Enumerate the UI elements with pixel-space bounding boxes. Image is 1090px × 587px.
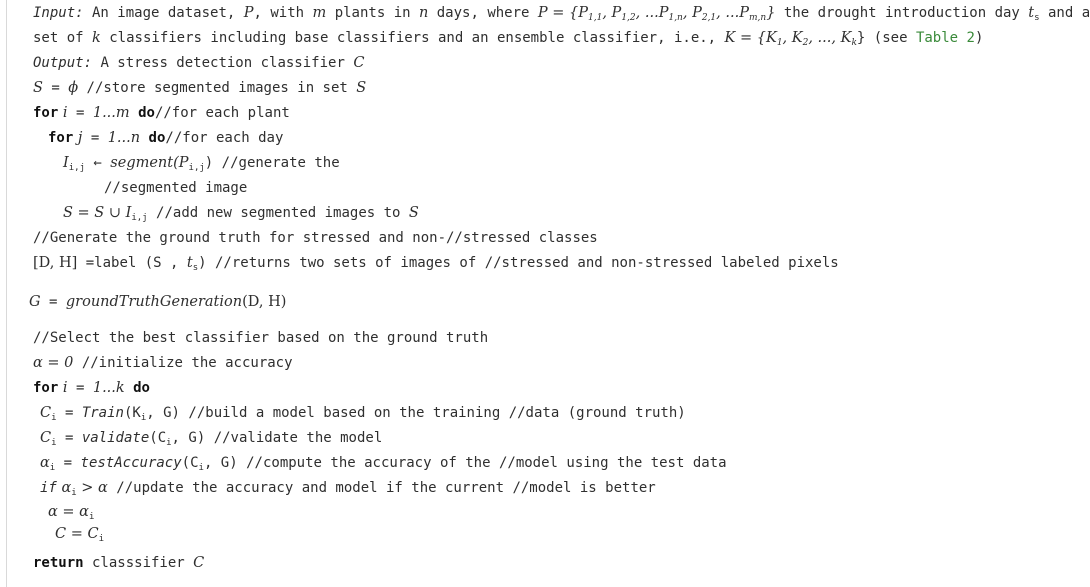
code-line-if-better: if $\alpha_i > \alpha$ //update the accuracy and model if the current //model is better bbox=[40, 480, 656, 498]
code-line-union: S = S ∪ $I_{i,j}$ //add new segmented images to S bbox=[63, 205, 419, 223]
code-line-segment-comment: //segmented image bbox=[104, 180, 248, 196]
classifier-set-formula: $K = \{K_1$, $K_2$, ..., $K_k$ bbox=[724, 30, 857, 48]
code-line-init-accuracy: α = 0 //initialize the accuracy bbox=[33, 355, 293, 371]
input-line: Input: An image dataset, P, with m plants in n days, where $P = \{P_{1,1}$, $P_{1,2}$, $...P_{1,n}$, $P_{2,1}$, $...P_{m,n}$} the drought introduction day $t_s$ and a bbox=[33, 5, 1090, 23]
code-line-update-accuracy: $\alpha = \alpha_i$ bbox=[48, 504, 95, 522]
code-line-for-days: for j = 1...n do//for each day bbox=[48, 130, 284, 146]
output-line: Output: A stress detection classifier C bbox=[33, 55, 365, 71]
code-line-comment-select: //Select the best classifier based on the ground truth bbox=[33, 330, 489, 346]
code-line-init-set: S = ϕ //store segmented images in set S bbox=[33, 80, 367, 96]
code-line-return: return classsifier C bbox=[33, 555, 205, 571]
code-line-comment-ground-truth: //Generate the ground truth for stressed and non-//stressed classes bbox=[33, 230, 598, 246]
left-border bbox=[6, 0, 7, 587]
dataset-formula: $P = \{P_{1,1}$, $P_{1,2}$, $...P_{1,n}$, $P_{2,1}$, $...P_{m,n}$} bbox=[537, 5, 776, 23]
code-line-segment: $I_{i,j}$ ← $segment(P_{i,j})$ //generate the bbox=[63, 155, 340, 173]
code-line-train: $C_i$ = $Train(K_i$, G) //build a model based on the training //data (ground truth) bbox=[40, 405, 686, 423]
table-2-link[interactable]: Table 2 bbox=[915, 30, 975, 46]
input-line-continued: set of k classifiers including base classifiers and an ensemble classifier, i.e., $K = \{K_1$, $K_2$, ..., $K_k$} (see Table 2) bbox=[33, 30, 984, 48]
code-line-label: [D, H] =label (S , $t_s$) //returns two sets of images of //stressed and non-stressed labeled pixels bbox=[33, 255, 839, 273]
code-line-for-classifiers: for i = 1...k do bbox=[33, 380, 150, 396]
code-line-ground-truth-generation: G = groundTruthGeneration(D, H) bbox=[29, 294, 287, 310]
code-line-for-plants: for i = 1...m do//for each plant bbox=[33, 105, 290, 121]
code-line-update-classifier: $C = C_i$ bbox=[55, 526, 104, 544]
code-line-test-accuracy: $\alpha_i$ = $testAccuracy(C_i$, G) //compute the accuracy of the //model using the test data bbox=[40, 455, 727, 473]
code-line-validate: $C_i$ = $validate(C_i$, G) //validate the model bbox=[40, 430, 383, 448]
